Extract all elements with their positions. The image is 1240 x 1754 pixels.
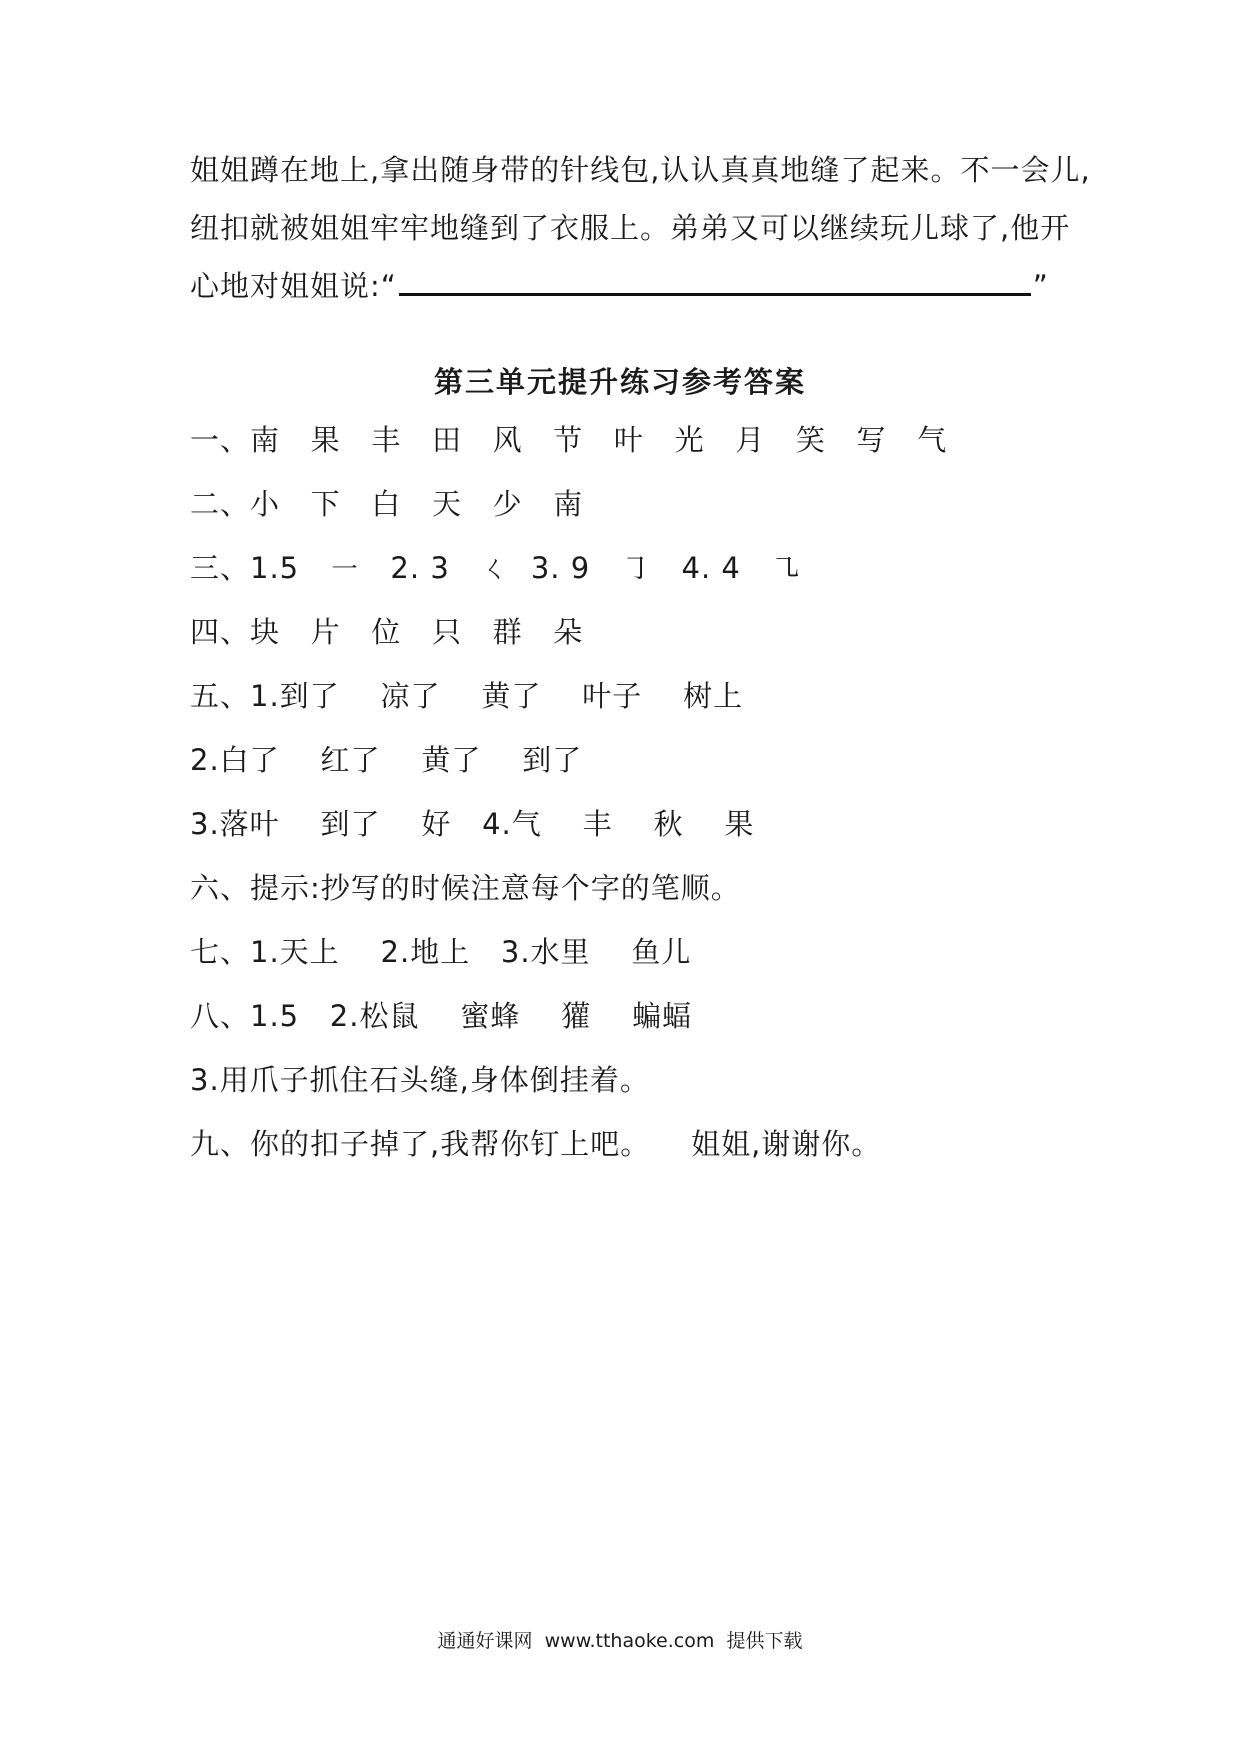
- answer-line-10: 八、1.5 2.松鼠 蜜蜂 獾 蝙蝠: [190, 999, 693, 1033]
- passage-line-3-suffix: ”: [1032, 269, 1049, 303]
- passage-line-3-prefix: 心地对姐姐说:“: [190, 269, 397, 303]
- answer-line-6: 2.白了 红了 黄了 到了: [190, 743, 583, 777]
- answer-title: 第三单元提升练习参考答案: [433, 365, 806, 399]
- answer-line-1: 一、南 果 丰 田 风 节 叶 光 月 笑 写 气: [190, 423, 948, 457]
- answer-line-3: 三、1.5 ㇐ 2. 3 ㄑ 3. 9 ㇆ 4. 4 ㇈: [190, 551, 802, 585]
- answer-blank-line: [399, 269, 1031, 296]
- answer-line-12: 九、你的扣子掉了,我帮你钉上吧。 姐姐,谢谢你。: [190, 1127, 882, 1161]
- answer-line-9: 七、1.天上 2.地上 3.水里 鱼儿: [190, 935, 692, 969]
- answer-line-2: 二、小 下 白 天 少 南: [190, 487, 584, 521]
- answer-line-5: 五、1.到了 凉了 黄了 叶子 树上: [190, 679, 744, 713]
- answer-line-4: 四、块 片 位 只 群 朵: [190, 615, 584, 649]
- answer-line-7: 3.落叶 到了 好 4.气 丰 秋 果: [190, 807, 755, 841]
- passage-line-1: 姐姐蹲在地上,拿出随身带的针线包,认认真真地缝了起来。不一会儿,: [190, 153, 1091, 187]
- passage-line-2: 纽扣就被姐姐牢牢地缝到了衣服上。弟弟又可以继续玩儿球了,他开: [190, 211, 1071, 245]
- answer-line-8: 六、提示:抄写的时候注意每个字的笔顺。: [190, 871, 741, 905]
- answer-line-11: 3.用爪子抓住石头缝,身体倒挂着。: [190, 1063, 650, 1097]
- page-footer: 通通好课网 www.tthaoke.com 提供下载: [437, 1630, 803, 1652]
- passage-line-3: [190, 266, 1049, 306]
